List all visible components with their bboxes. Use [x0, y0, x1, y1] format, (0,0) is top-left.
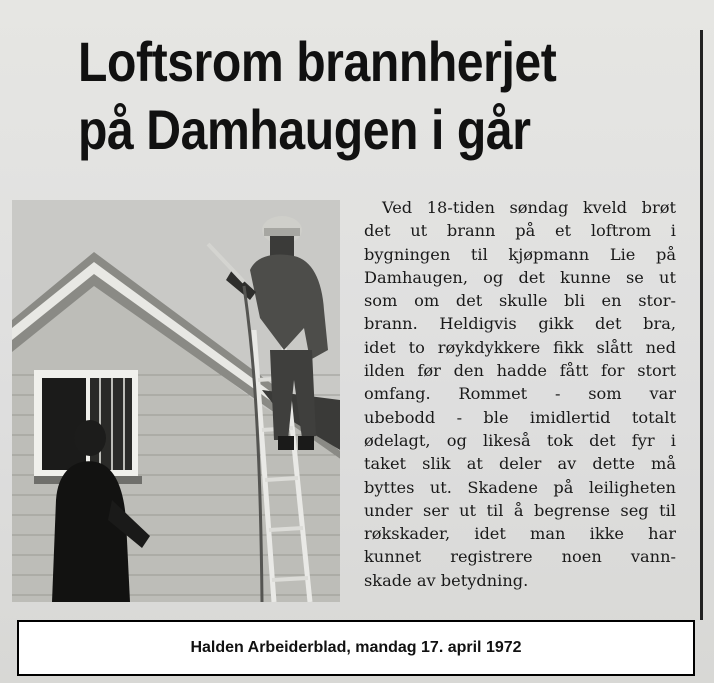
article-line: som om det skulle bli en stor- [364, 291, 676, 311]
source-caption: Halden Arbeiderblad, mandag 17. april 1972 [190, 639, 522, 656]
article-line: Damhaugen, og det kunne se ut [364, 267, 676, 287]
article-line: bygningen til kjøpmann Lie på [364, 244, 676, 264]
article-line: brann. Heldigvis gikk det bra, [364, 314, 676, 334]
article-line: ubebodd - ble imidlertid totalt [364, 407, 676, 427]
article-body [364, 196, 676, 592]
article-line: idet to røykdykkere fikk slått ned [364, 337, 676, 357]
article-line: omfang. Rommet - som var [364, 384, 676, 404]
fire-photo [12, 200, 340, 602]
article-line: byttes ut. Skadene på leiligheten [364, 477, 676, 497]
article-line: under ser ut til å begrense seg til [364, 500, 676, 520]
headline-line-2: på Damhaugen i går [78, 98, 531, 161]
headline [78, 28, 594, 164]
article-line: det ut brann på et loftrom i [364, 221, 676, 241]
article-line: røkskader, idet man ikke har [364, 524, 676, 544]
article-line: ilden før den hadde fått for stort [364, 361, 676, 381]
headline-line-1: Loftsrom brannherjet [78, 30, 557, 93]
article-line: kunnet registrere noen vann- [364, 547, 676, 567]
article-line: taket slik at deler av dette må [364, 454, 676, 474]
article-line: skade av betydning. [364, 570, 529, 590]
column-rule [700, 30, 703, 620]
article-line: Ved 18-tiden søndag kveld brøt [382, 198, 676, 217]
article-line: ødelagt, og likeså tok det fyr i [364, 430, 676, 450]
source-caption-box [17, 620, 695, 676]
